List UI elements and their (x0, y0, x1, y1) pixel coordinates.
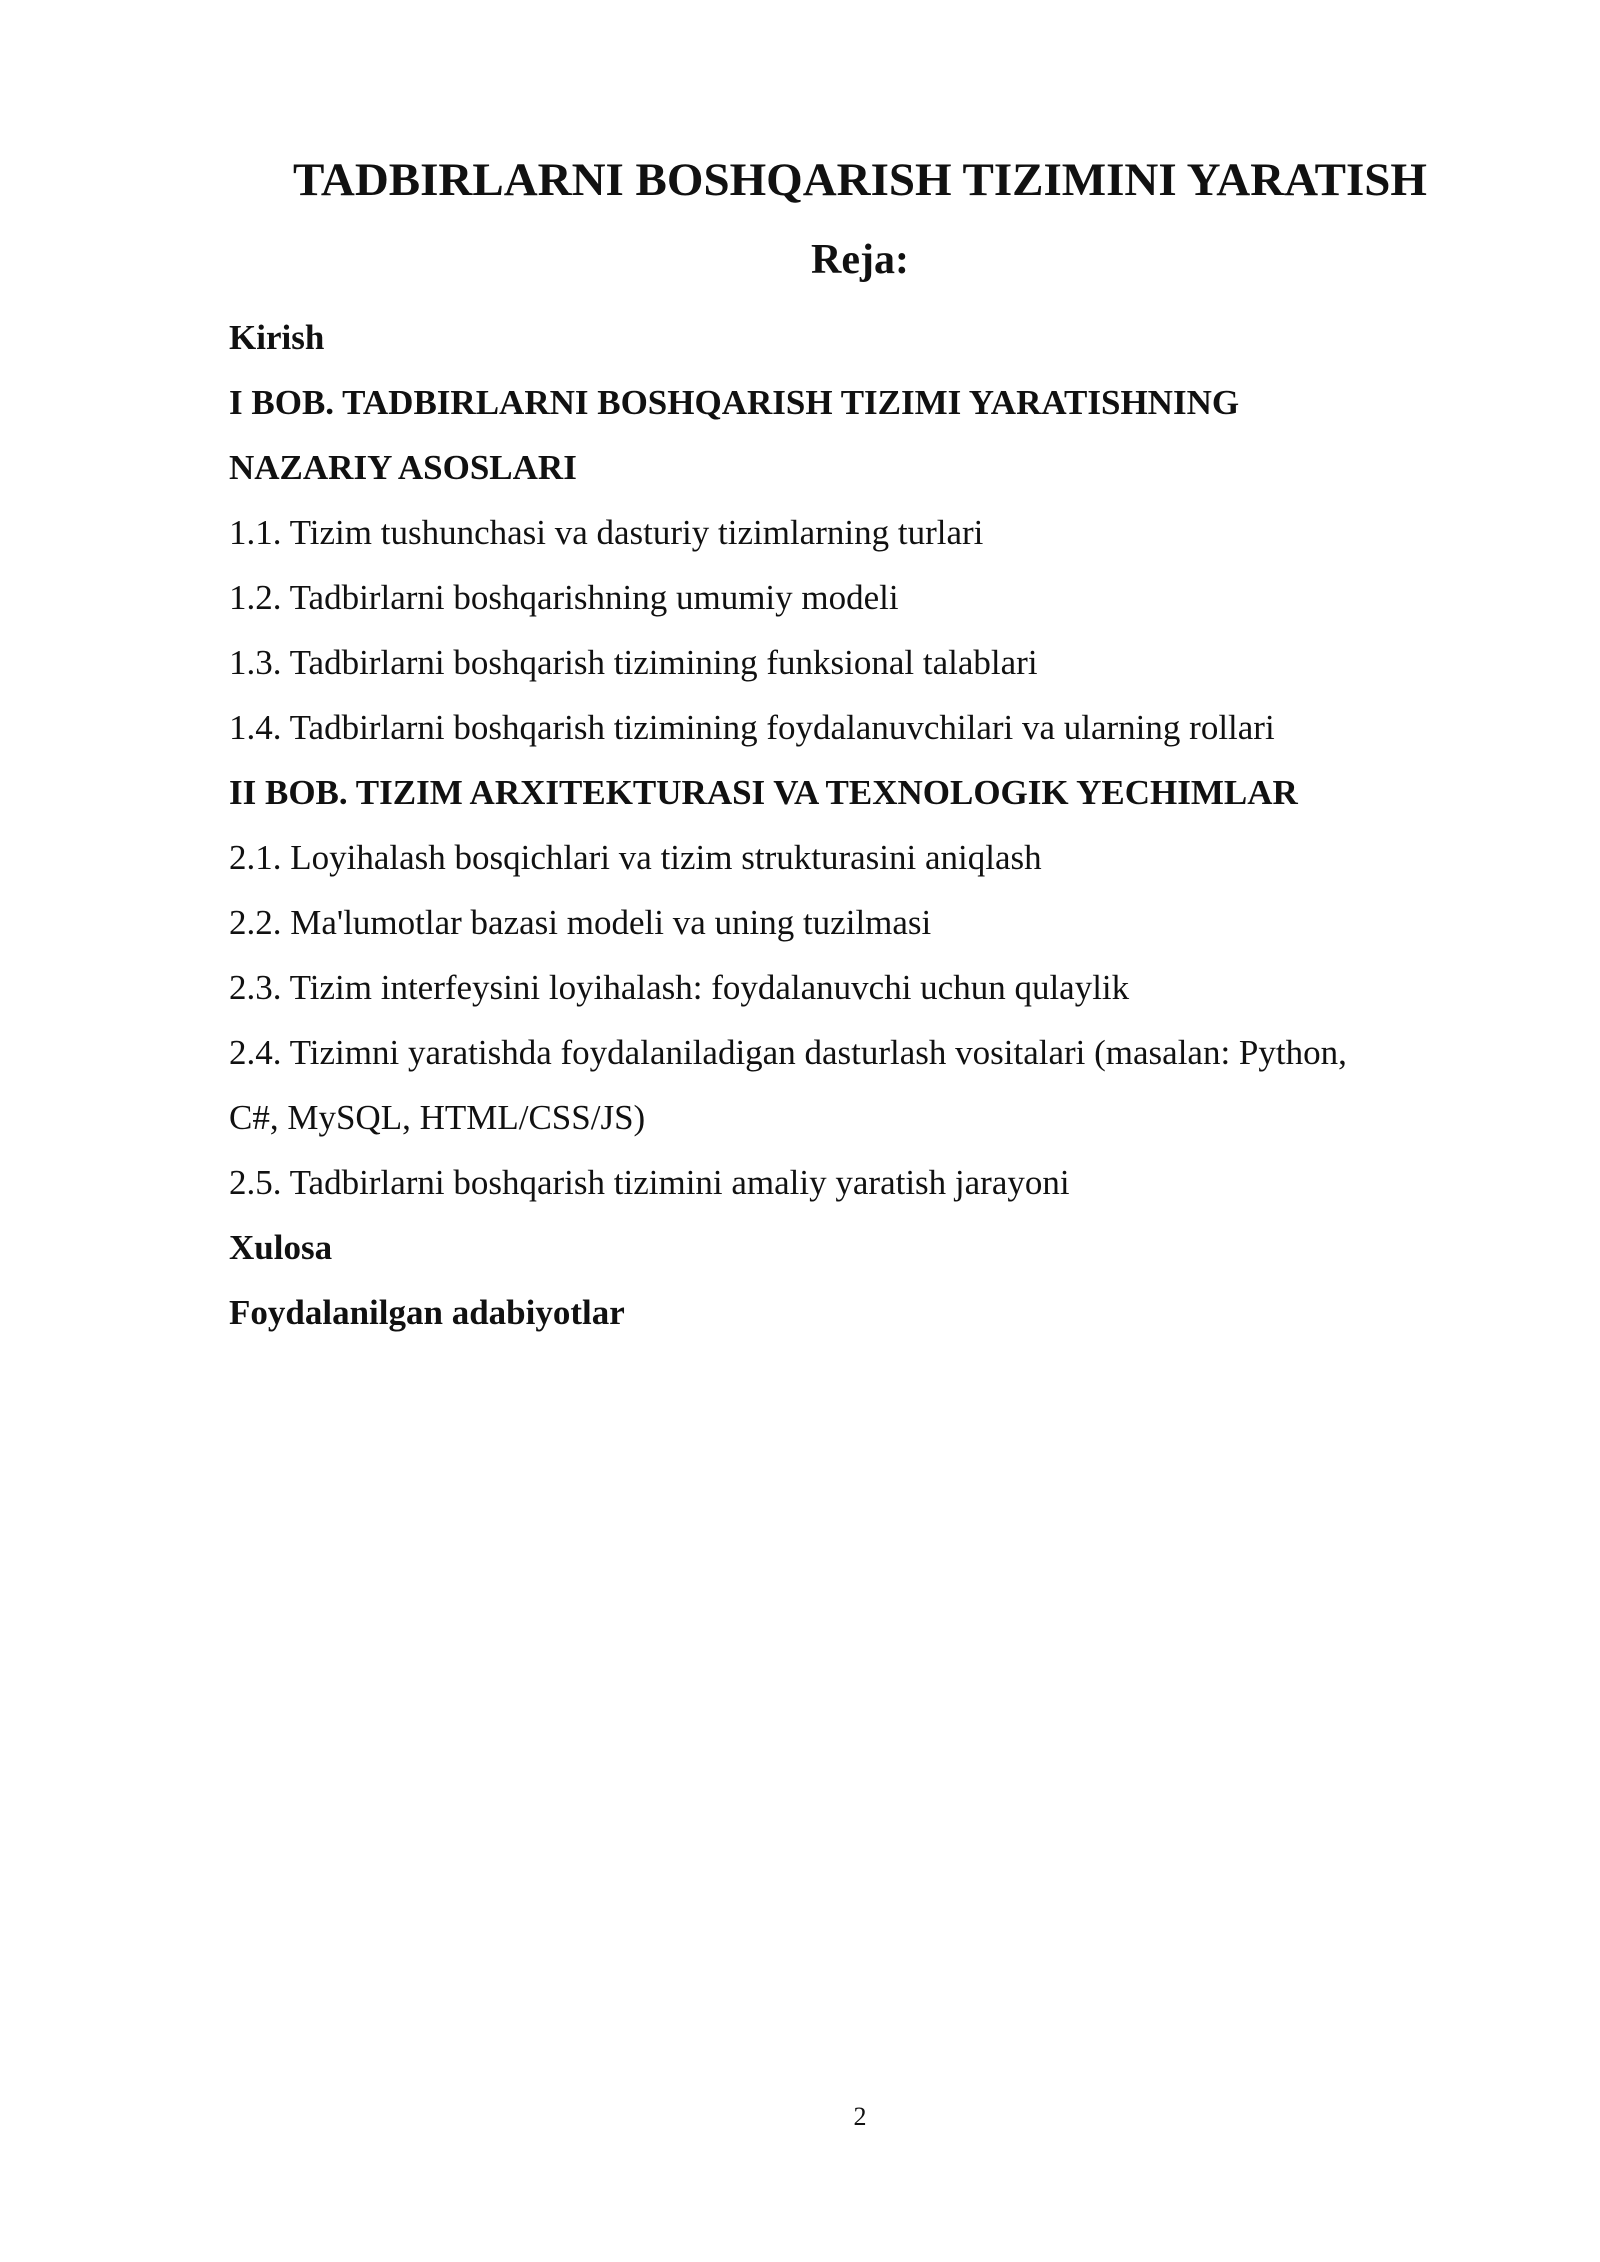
toc-line-section-2-3: 2.3. Tizim interfeysini loyihalash: foydalanuvchi uchun qulaylik (229, 968, 1130, 1007)
toc-line-conclusion: Xulosa (229, 1228, 333, 1267)
toc-line-section-1-3: 1.3. Tadbirlarni boshqarish tizimining funksional talablari (229, 643, 1038, 682)
toc-line-chapter-1-title-cont: NAZARIY ASOSLARI (229, 448, 577, 487)
plan-heading: Reja: (811, 237, 909, 283)
toc-line-section-1-1: 1.1. Tizim tushunchasi va dasturiy tizimlarning turlari (229, 513, 984, 552)
document-title: TADBIRLARNI BOSHQARISH TIZIMINI YARATISH (293, 154, 1427, 206)
toc-line-section-2-1: 2.1. Loyihalash bosqichlari va tizim strukturasini aniqlash (229, 838, 1042, 877)
toc-line-section-1-4: 1.4. Tadbirlarni boshqarish tizimining foydalanuvchilari va ularning rollari (229, 708, 1275, 747)
toc-line-section-2-2: 2.2. Ma'lumotlar bazasi modeli va uning tuzilmasi (229, 903, 932, 942)
toc-line-section-2-4: 2.4. Tizimni yaratishda foydalaniladigan dasturlash vositalari (masalan: Python, (229, 1033, 1347, 1072)
toc-line-chapter-1-title: I BOB. TADBIRLARNI BOSHQARISH TIZIMI YARATISHNING (229, 383, 1240, 422)
toc-line-section-2-4-cont: C#, MySQL, HTML/CSS/JS) (229, 1098, 646, 1137)
toc-line-section-1-2: 1.2. Tadbirlarni boshqarishning umumiy modeli (229, 578, 899, 617)
page-number: 2 (853, 2102, 867, 2131)
toc-line-introduction: Kirish (229, 318, 325, 357)
toc-line-section-2-5: 2.5. Tadbirlarni boshqarish tizimini amaliy yaratish jarayoni (229, 1163, 1070, 1202)
toc-line-references: Foydalanilgan adabiyotlar (229, 1293, 625, 1332)
toc-line-chapter-2-title: II BOB. TIZIM ARXITEKTURASI VA TEXNOLOGIK YECHIMLAR (229, 773, 1298, 812)
table-of-contents (229, 305, 1469, 1345)
